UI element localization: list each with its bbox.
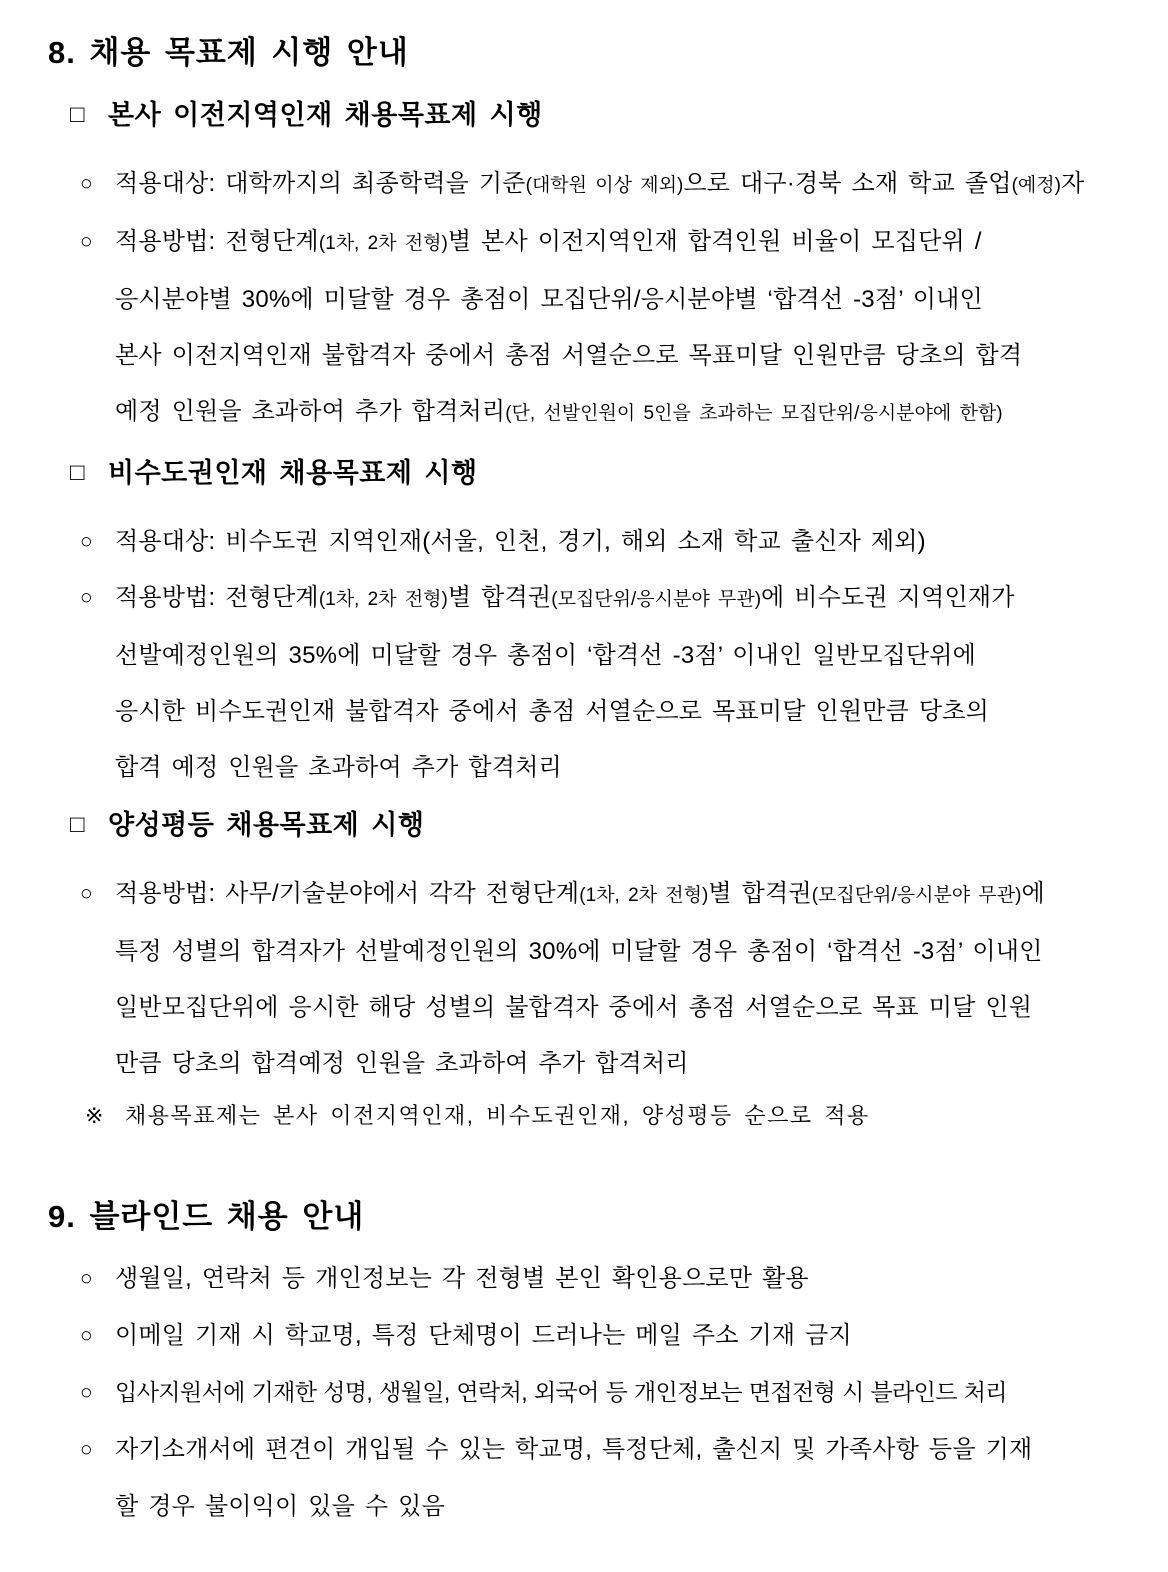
bullet-item-content [115, 514, 1168, 570]
circle-bullet-icon: ○ [80, 586, 93, 609]
item-line: 적용방법: 사무/기술분야에서 각각 전형단계(1차, 2차 전형)별 합격권(모집단위/응시분야 무관)에 [115, 880, 1045, 907]
bullet-item-target [80, 514, 1168, 570]
bullet-item-content [115, 1307, 1168, 1364]
circle-bullet-icon: ○ [80, 1267, 93, 1290]
application-order-note [85, 1096, 1168, 1136]
section-9-heading: 9. 블라인드 채용 안내 [48, 1199, 365, 1234]
item-line: 특정 성별의 합격자가 선발예정인원의 30%에 미달할 경우 총점이 ‘합격선 -3점’ 이내인 [115, 938, 1043, 965]
noncapital-talent-items [80, 514, 1168, 796]
checkbox-icon: □ [70, 811, 85, 838]
bullet-item-content [115, 866, 1168, 1092]
circle-bullet-icon: ○ [80, 172, 93, 195]
bullet-item-method [80, 570, 1168, 796]
circle-bullet-icon: ○ [80, 230, 93, 253]
section-9 [0, 1198, 1168, 1535]
bullet-item-content [115, 1250, 1168, 1307]
bullet-item-email [80, 1307, 1168, 1364]
circle-bullet-icon: ○ [80, 530, 93, 553]
item-line: 응시한 비수도권인재 불합격자 중에서 총점 서열순으로 목표미달 인원만큼 당초의 [115, 698, 989, 725]
item-line: 생월일, 연락처 등 개인정보는 각 전형별 본인 확인용으로만 활용 [115, 1265, 809, 1292]
item-line: 입사지원서에 기재한 성명, 생월일, 연락처, 외국어 등 개인정보는 면접전형 시 블라인드 처리 [115, 1379, 1007, 1405]
bullet-item-method [80, 866, 1168, 1092]
circle-bullet-icon: ○ [80, 1438, 93, 1461]
subsection-title: 양성평등 채용목표제 시행 [108, 810, 425, 840]
item-line: 할 경우 불이익이 있을 수 있음 [115, 1493, 445, 1520]
item-line: 응시분야별 30%에 미달할 경우 총점이 모집단위/응시분야별 ‘합격선 -3점’ 이내인 [115, 286, 983, 313]
circle-bullet-icon: ○ [80, 1381, 93, 1404]
blind-recruitment-items [80, 1250, 1168, 1535]
item-line: 일반모집단위에 응시한 해당 성별의 불합격자 중에서 총점 서열순으로 목표 미달 인원 [115, 994, 1033, 1021]
reference-mark-icon: ※ [85, 1103, 105, 1128]
section-8 [0, 34, 1168, 1136]
bullet-item-method [80, 214, 1168, 442]
relocation-talent-items [80, 156, 1168, 442]
item-line: 이메일 기재 시 학교명, 특정 단체명이 드러나는 메일 주소 기재 금지 [115, 1322, 852, 1349]
subsection-heading-noncapital-talent [70, 456, 1168, 490]
gender-equality-items [80, 866, 1168, 1092]
item-line: 합격 예정 인원을 초과하여 추가 합격처리 [115, 754, 562, 781]
checkbox-icon: □ [70, 101, 85, 128]
item-line: 선발예정인원의 35%에 미달할 경우 총점이 ‘합격선 -3점’ 이내인 일반모집단위에 [115, 642, 977, 669]
document-page [0, 34, 1168, 1572]
item-line: 자기소개서에 편견이 개입될 수 있는 학교명, 특정단체, 출신지 및 가족사항 등을 기재 [115, 1436, 1033, 1463]
bullet-item-cover-letter [80, 1421, 1168, 1535]
subsection-title: 비수도권인재 채용목표제 시행 [108, 458, 478, 488]
section-8-heading: 8. 채용 목표제 시행 안내 [48, 35, 409, 70]
bullet-item-content [115, 1421, 1168, 1535]
bullet-item-content [115, 214, 1168, 442]
item-line: 적용방법: 전형단계(1차, 2차 전형)별 본사 이전지역인재 합격인원 비율이 모집단위 / [115, 228, 982, 255]
circle-bullet-icon: ○ [80, 882, 93, 905]
note-text: 채용목표제는 본사 이전지역인재, 비수도권인재, 양성평등 순으로 적용 [125, 1103, 870, 1128]
circle-bullet-icon: ○ [80, 1324, 93, 1347]
subsection-title: 본사 이전지역인재 채용목표제 시행 [108, 100, 543, 130]
item-line: 예정 인원을 초과하여 추가 합격처리(단, 선발인원이 5인을 초과하는 모집단위/응시분야에 한함) [115, 398, 1003, 425]
bullet-item-content [115, 1364, 1168, 1421]
bullet-item-content [115, 570, 1168, 796]
item-line: 적용방법: 전형단계(1차, 2차 전형)별 합격권(모집단위/응시분야 무관)에 비수도권 지역인재가 [115, 584, 1015, 611]
bullet-item-personal-info [80, 1250, 1168, 1307]
bullet-item-application-form [80, 1364, 1168, 1421]
bullet-item-target [80, 156, 1168, 214]
item-line: 만큼 당초의 합격예정 인원을 초과하여 추가 합격처리 [115, 1050, 689, 1077]
item-line: 적용대상: 대학까지의 최종학력을 기준(대학원 이상 제외)으로 대구·경북 소재 학교 졸업(예정)자 [115, 170, 1085, 197]
subsection-heading-relocation-talent [70, 98, 1168, 132]
subsection-heading-gender-equality [70, 808, 1168, 842]
checkbox-icon: □ [70, 459, 85, 486]
bullet-item-content [115, 156, 1168, 214]
item-line: 적용대상: 비수도권 지역인재(서울, 인천, 경기, 해외 소재 학교 출신자 제외) [115, 528, 926, 555]
item-line: 본사 이전지역인재 불합격자 중에서 총점 서열순으로 목표미달 인원만큼 당초의 합격 [115, 342, 1023, 369]
